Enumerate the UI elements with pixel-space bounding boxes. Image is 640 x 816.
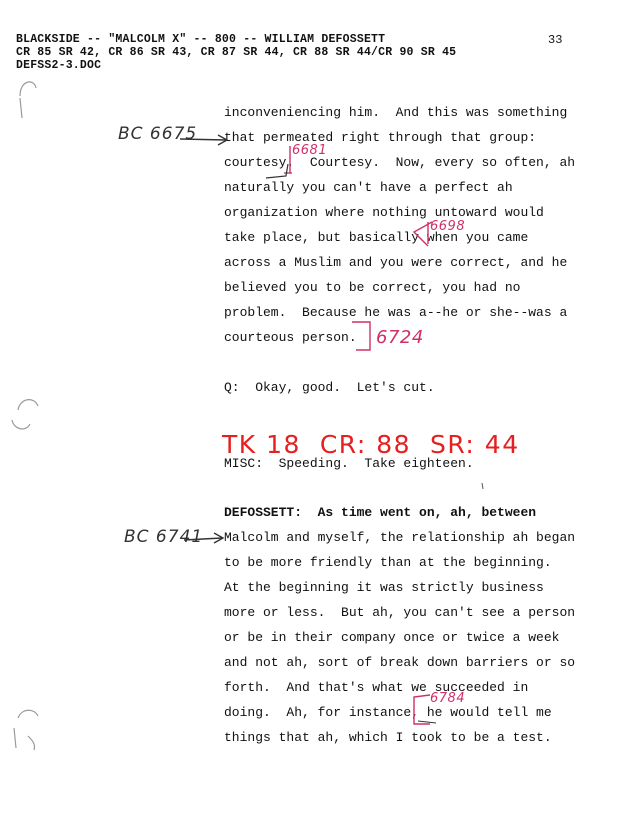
transcript-line: courteous person. [224,330,357,345]
transcript-line: or be in their company once or twice a week [224,630,560,645]
transcript-line: Malcolm and myself, the relationship ah began [224,530,576,545]
misc-line: MISC: Speeding. Take eighteen. [224,456,474,471]
take-label: TK 18 CR: 88 SR: 44 [222,430,520,459]
interviewer-line: Q: Okay, good. Let's cut. [224,380,435,395]
bracket-mark [352,322,370,350]
timecode-6724: 6724 [376,327,424,348]
arrow-icon [180,135,227,145]
header-reels: CR 85 SR 42, CR 86 SR 43, CR 87 SR 44, CR 88 SR 44/CR 90 SR 45 [16,46,457,59]
timecode-6698: 6698 [430,219,466,234]
transcript-line: doing. Ah, for instance, he would tell me [224,705,552,720]
transcript-line: naturally you can't have a perfect ah [224,180,513,195]
transcript-line: things that ah, which I took to be a test. [224,730,552,745]
transcript-line: courtesy. Courtesy. Now, every so often, ah [224,155,576,170]
transcript-line: and not ah, sort of break down barriers or so [224,655,576,670]
transcript-line: that permeated right through that group: [224,130,537,145]
transcript-line: across a Muslim and you were correct, and he [224,255,568,270]
transcript-line: At the beginning it was strictly business [224,580,544,595]
transcript-line: more or less. But ah, you can't see a person [224,605,576,620]
punch-hole-trace [12,400,38,429]
transcript-line: problem. Because he was a--he or she--was a [224,305,568,320]
header-title: BLACKSIDE -- "MALCOLM X" -- 800 -- WILLIAM DEFOSSETT [16,33,386,46]
punch-hole-trace [14,710,38,750]
timecode-6784: 6784 [430,691,466,706]
transcript-line: take place, but basically when you came [224,230,529,245]
transcript-line: to be more friendly than at the beginning. [224,555,552,570]
bc-6741-annotation: BC 6741 [124,527,204,547]
bracket-mark [414,222,432,246]
check-mark [266,164,288,178]
punch-hole-trace [20,82,36,118]
underline-mark [418,721,436,723]
bracket-mark [414,695,430,724]
page-number: 33 [548,33,563,47]
header-filename: DEFSS2-3.DOC [16,59,102,72]
arrow-icon [184,533,223,543]
timecode-6681: 6681 [292,143,328,158]
transcript-line-speaker: DEFOSSETT: As time went on, ah, between [224,505,537,520]
stray-mark [482,483,483,489]
transcript-line: believed you to be correct, you had no [224,280,521,295]
bracket-mark [284,146,292,173]
transcript-line: organization where nothing untoward would [224,205,544,220]
transcript-line: forth. And that's what we succeeded in [224,680,529,695]
transcript-line: inconveniencing him. And this was something [224,105,568,120]
bc-6675-annotation: BC 6675 [118,124,198,144]
